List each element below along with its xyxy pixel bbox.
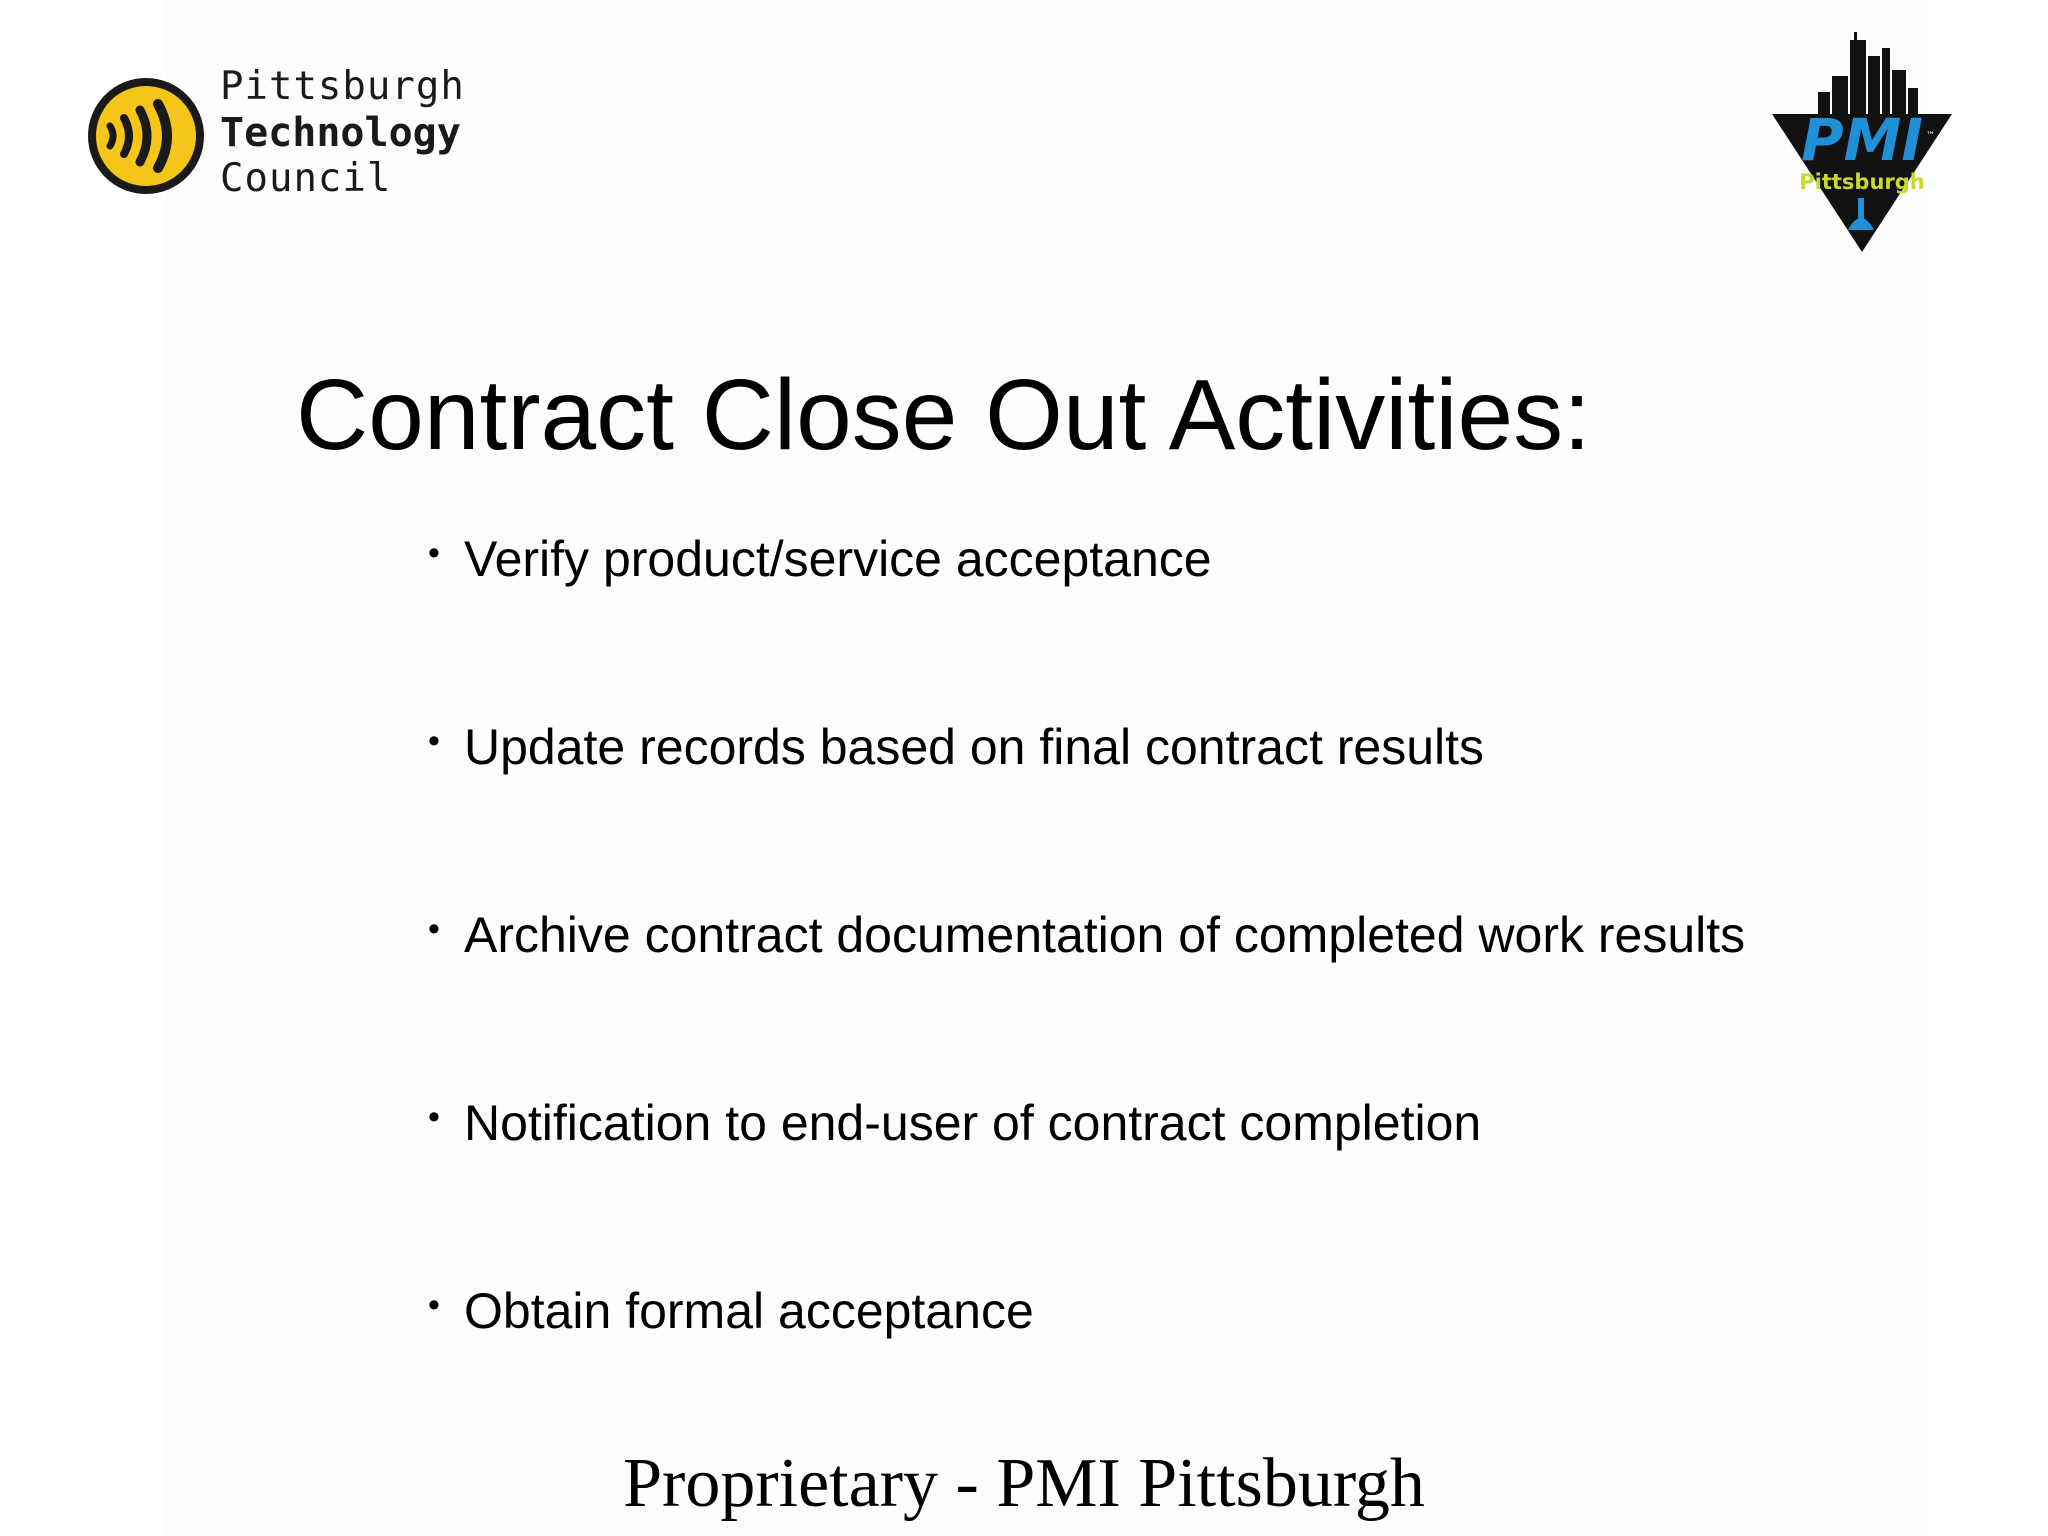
- bullet-dot: •: [428, 534, 440, 572]
- pittsburgh-technology-council-logo: [84, 64, 484, 214]
- bullet-dot: •: [428, 910, 440, 948]
- ptc-line-technology: Technology: [220, 110, 461, 156]
- pmi-city-text: Pittsburgh: [1799, 170, 1925, 194]
- slide-margin-left: [0, 0, 165, 1536]
- bullet-text: Notification to end-user of contract completion: [464, 1095, 1482, 1151]
- bullet-dot: •: [428, 1098, 440, 1136]
- bullet-dot: •: [428, 1286, 440, 1324]
- bullet-text: Obtain formal acceptance: [464, 1283, 1034, 1339]
- sound-waves-icon: [84, 74, 208, 198]
- pmi-pittsburgh-logo: [1762, 30, 1962, 260]
- pmi-mark-text: PMI: [1801, 106, 1923, 174]
- ptc-wordmark: [220, 64, 465, 202]
- bullet-text: Archive contract documentation of completed work results: [464, 907, 1746, 963]
- bullet-text: Update records based on final contract results: [464, 719, 1484, 775]
- slide-footer: Proprietary - PMI Pittsburgh: [623, 1445, 1425, 1522]
- ptc-line-pittsburgh: Pittsburgh: [220, 64, 465, 109]
- bullet-dot: •: [428, 722, 440, 760]
- slide-title: Contract Close Out Activities:: [296, 359, 1591, 471]
- ptc-line-council: Council: [220, 156, 392, 201]
- bullet-text: Verify product/service acceptance: [464, 531, 1212, 587]
- pmi-trademark: ™: [1926, 131, 1935, 141]
